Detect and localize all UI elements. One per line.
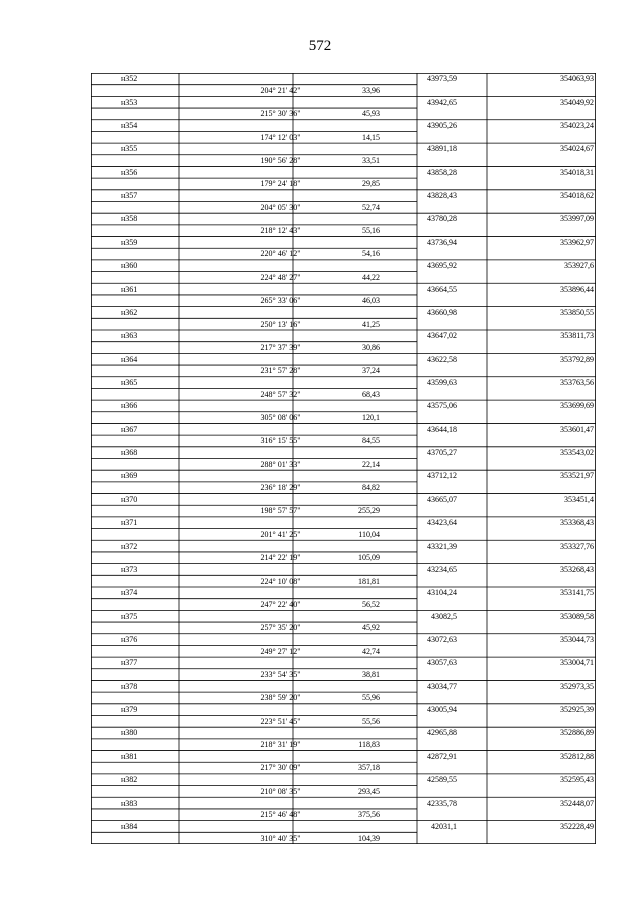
coordinate-y: 352886,89 xyxy=(560,728,594,738)
segment-length: 52,74 xyxy=(362,202,380,212)
segment-length: 357,18 xyxy=(358,763,380,773)
segment-length: 37,24 xyxy=(362,366,380,376)
segment-length: 56,52 xyxy=(362,599,380,609)
coordinate-y: 353089,58 xyxy=(560,611,594,621)
coordinate-table xyxy=(91,73,596,844)
direction-angle: 233° 54' 35" xyxy=(260,670,301,679)
point-label: н358 xyxy=(121,214,138,224)
coordinate-y: 353601,47 xyxy=(560,424,594,434)
coordinate-y: 352812,88 xyxy=(560,751,594,761)
coordinate-x: 43104,24 xyxy=(427,588,457,598)
point-label: н366 xyxy=(121,401,138,411)
point-label: н367 xyxy=(121,424,138,434)
coordinate-x: 43647,02 xyxy=(427,331,457,341)
direction-angle: 250° 13' 16" xyxy=(260,319,301,329)
segment-length: 55,96 xyxy=(362,693,380,703)
point-label: н357 xyxy=(121,191,138,201)
direction-angle: 305° 08' 06" xyxy=(260,413,301,422)
coordinate-x: 43858,28 xyxy=(427,167,457,177)
coordinate-x: 43973,59 xyxy=(427,74,457,84)
point-label: н360 xyxy=(121,261,138,271)
direction-angle: 223° 51' 45" xyxy=(260,716,301,726)
coordinate-x: 43891,18 xyxy=(427,144,457,154)
coordinate-x: 43780,28 xyxy=(427,214,457,224)
coordinate-y: 353962,97 xyxy=(560,237,594,247)
point-label: н381 xyxy=(121,751,138,761)
direction-angle: 179° 24' 18" xyxy=(260,179,301,189)
direction-angle: 238° 59' 20" xyxy=(260,693,301,703)
coordinate-x: 43660,98 xyxy=(427,307,457,317)
coordinate-y: 352228,49 xyxy=(560,821,594,831)
coordinate-x: 43423,64 xyxy=(427,518,457,528)
direction-angle: 249° 27' 12" xyxy=(260,646,301,656)
direction-angle: 247° 22' 40" xyxy=(260,599,301,609)
point-label: н375 xyxy=(121,611,138,621)
segment-length: 293,45 xyxy=(358,786,380,796)
segment-length: 33,51 xyxy=(362,156,380,165)
segment-length: 120,1 xyxy=(362,413,380,422)
coordinate-x: 43736,94 xyxy=(427,237,457,247)
point-label: н372 xyxy=(121,541,138,551)
point-label: н363 xyxy=(121,331,138,341)
segment-length: 22,14 xyxy=(362,459,380,469)
coordinate-x: 43321,39 xyxy=(427,541,457,551)
direction-angle: 220° 46' 12" xyxy=(260,249,301,259)
point-label: н362 xyxy=(121,307,138,317)
coordinate-y: 353850,55 xyxy=(560,307,594,317)
coordinate-y: 353268,43 xyxy=(560,564,594,574)
segment-length: 45,92 xyxy=(362,623,380,633)
direction-angle: 265° 33' 06" xyxy=(260,296,301,306)
coordinate-y: 354063,93 xyxy=(560,74,594,84)
direction-angle: 310° 40' 35" xyxy=(260,833,301,843)
point-label: н361 xyxy=(121,284,138,294)
coordinate-y: 353699,69 xyxy=(560,401,594,411)
direction-angle: 190° 56' 28" xyxy=(260,156,301,165)
segment-length: 255,29 xyxy=(358,506,380,516)
point-label: н376 xyxy=(121,634,138,644)
coordinate-y: 354018,31 xyxy=(560,167,594,177)
point-label: н377 xyxy=(121,658,138,668)
segment-length: 55,16 xyxy=(362,226,380,236)
segment-length: 30,86 xyxy=(362,342,380,352)
coordinate-y: 353044,73 xyxy=(560,634,594,644)
coordinate-y: 354023,24 xyxy=(560,120,594,130)
point-label: н373 xyxy=(121,564,138,574)
coordinate-x: 43644,18 xyxy=(427,424,457,434)
direction-angle: 236° 18' 29" xyxy=(260,483,301,493)
direction-angle: 218° 12' 43" xyxy=(260,226,301,236)
coordinate-y: 353004,71 xyxy=(560,658,594,668)
point-label: н359 xyxy=(121,237,138,247)
coordinate-y: 353927,6 xyxy=(564,261,594,271)
point-label: н370 xyxy=(121,494,138,504)
coordinate-x: 43828,43 xyxy=(427,191,457,201)
coordinate-y: 353896,44 xyxy=(560,284,594,294)
coordinate-y: 354018,62 xyxy=(560,191,594,201)
direction-angle: 217° 37' 39" xyxy=(260,342,301,352)
point-label: н353 xyxy=(121,97,138,107)
coordinate-y: 353327,76 xyxy=(560,541,594,551)
coordinate-x: 43942,65 xyxy=(427,97,457,107)
segment-length: 45,93 xyxy=(362,109,380,119)
coordinate-x: 42872,91 xyxy=(427,751,457,761)
point-label: н356 xyxy=(121,167,138,177)
coordinate-y: 352448,07 xyxy=(560,798,594,808)
coordinate-x: 43622,58 xyxy=(427,354,457,364)
segment-length: 44,22 xyxy=(362,272,380,282)
direction-angle: 257° 35' 20" xyxy=(260,623,301,633)
direction-angle: 215° 46' 48" xyxy=(260,810,301,820)
coordinate-x: 43234,65 xyxy=(427,564,457,574)
direction-angle: 210° 08' 35" xyxy=(260,786,301,796)
coordinate-x: 42965,88 xyxy=(427,728,457,738)
point-label: н354 xyxy=(121,120,138,130)
coordinate-x: 43695,92 xyxy=(427,261,457,271)
direction-angle: 204° 21' 42" xyxy=(260,85,301,95)
direction-angle: 231° 57' 28" xyxy=(260,366,301,376)
segment-length: 41,25 xyxy=(362,319,380,329)
segment-length: 104,39 xyxy=(358,833,380,843)
segment-length: 375,56 xyxy=(358,810,380,820)
segment-length: 29,85 xyxy=(362,179,380,189)
segment-length: 84,55 xyxy=(362,436,380,446)
point-label: н364 xyxy=(121,354,138,364)
direction-angle: 224° 10' 08" xyxy=(260,576,301,586)
coordinate-x: 43072,63 xyxy=(427,634,457,644)
segment-length: 68,43 xyxy=(362,389,380,399)
coordinate-y: 352925,39 xyxy=(560,705,594,715)
segment-length: 46,03 xyxy=(362,296,380,306)
direction-angle: 204° 05' 30" xyxy=(260,202,301,212)
direction-angle: 218° 31' 19" xyxy=(260,740,301,750)
coordinate-x: 43664,55 xyxy=(427,284,457,294)
coordinate-x: 43082,5 xyxy=(431,611,457,621)
coordinate-y: 353543,02 xyxy=(560,448,594,458)
coordinate-x: 43034,77 xyxy=(427,681,457,691)
segment-length: 38,81 xyxy=(362,670,380,679)
direction-angle: 316° 15' 55" xyxy=(260,436,301,446)
coordinate-x: 43005,94 xyxy=(427,705,457,715)
coordinate-x: 43057,63 xyxy=(427,658,457,668)
coordinate-y: 353451,4 xyxy=(564,494,594,504)
coordinate-y: 353811,73 xyxy=(560,331,594,341)
point-label: н383 xyxy=(121,798,138,808)
segment-length: 118,83 xyxy=(358,740,380,750)
coordinate-x: 43665,07 xyxy=(427,494,457,504)
coordinate-y: 353368,43 xyxy=(560,518,594,528)
direction-angle: 214° 22' 19" xyxy=(260,553,301,563)
point-label: н384 xyxy=(121,821,138,831)
segment-length: 55,56 xyxy=(362,716,380,726)
point-label: н380 xyxy=(121,728,138,738)
point-label: н371 xyxy=(121,518,138,528)
coordinate-y: 353997,09 xyxy=(560,214,594,224)
point-label: н379 xyxy=(121,705,138,715)
direction-angle: 217° 30' 09" xyxy=(260,763,301,773)
coordinate-x: 42335,78 xyxy=(427,798,457,808)
segment-length: 105,09 xyxy=(358,553,380,563)
coordinate-y: 353521,97 xyxy=(560,471,594,481)
direction-angle: 198° 57' 57" xyxy=(260,506,301,516)
segment-length: 84,82 xyxy=(362,483,380,493)
point-label: н368 xyxy=(121,448,138,458)
coordinate-y: 354024,67 xyxy=(560,144,594,154)
coordinate-y: 353141,75 xyxy=(560,588,594,598)
segment-length: 181,81 xyxy=(358,576,380,586)
coordinate-x: 43712,12 xyxy=(427,471,457,481)
coordinate-x: 43905,26 xyxy=(427,120,457,130)
point-label: н378 xyxy=(121,681,138,691)
segment-length: 14,15 xyxy=(362,132,380,142)
coordinate-y: 352973,35 xyxy=(560,681,594,691)
segment-length: 110,04 xyxy=(358,529,380,539)
coordinate-x: 43599,63 xyxy=(427,377,457,387)
segment-length: 54,16 xyxy=(362,249,380,259)
coordinate-x: 43705,27 xyxy=(427,448,457,458)
direction-angle: 215° 30' 36" xyxy=(260,109,301,119)
point-label: н365 xyxy=(121,377,138,387)
coordinate-x: 42589,55 xyxy=(427,775,457,785)
direction-angle: 288° 01' 33" xyxy=(260,459,301,469)
segment-length: 42,74 xyxy=(362,646,380,656)
point-label: н382 xyxy=(121,775,138,785)
coordinate-y: 352595,43 xyxy=(560,775,594,785)
point-label: н374 xyxy=(121,588,138,598)
coordinate-y: 354049,92 xyxy=(560,97,594,107)
coordinate-y: 353763,56 xyxy=(560,377,594,387)
direction-angle: 201° 41' 25" xyxy=(260,529,301,539)
segment-length: 33,96 xyxy=(362,85,380,95)
point-label: н352 xyxy=(121,74,138,84)
direction-angle: 224° 48' 27" xyxy=(260,272,301,282)
coordinate-x: 43575,06 xyxy=(427,401,457,411)
point-label: н355 xyxy=(121,144,138,154)
direction-angle: 174° 12' 03" xyxy=(260,132,301,142)
coordinate-x: 42031,1 xyxy=(431,821,457,831)
direction-angle: 248° 57' 32" xyxy=(260,389,301,399)
coordinate-y: 353792,89 xyxy=(560,354,594,364)
page-number: 572 xyxy=(308,38,332,54)
point-label: н369 xyxy=(121,471,138,481)
